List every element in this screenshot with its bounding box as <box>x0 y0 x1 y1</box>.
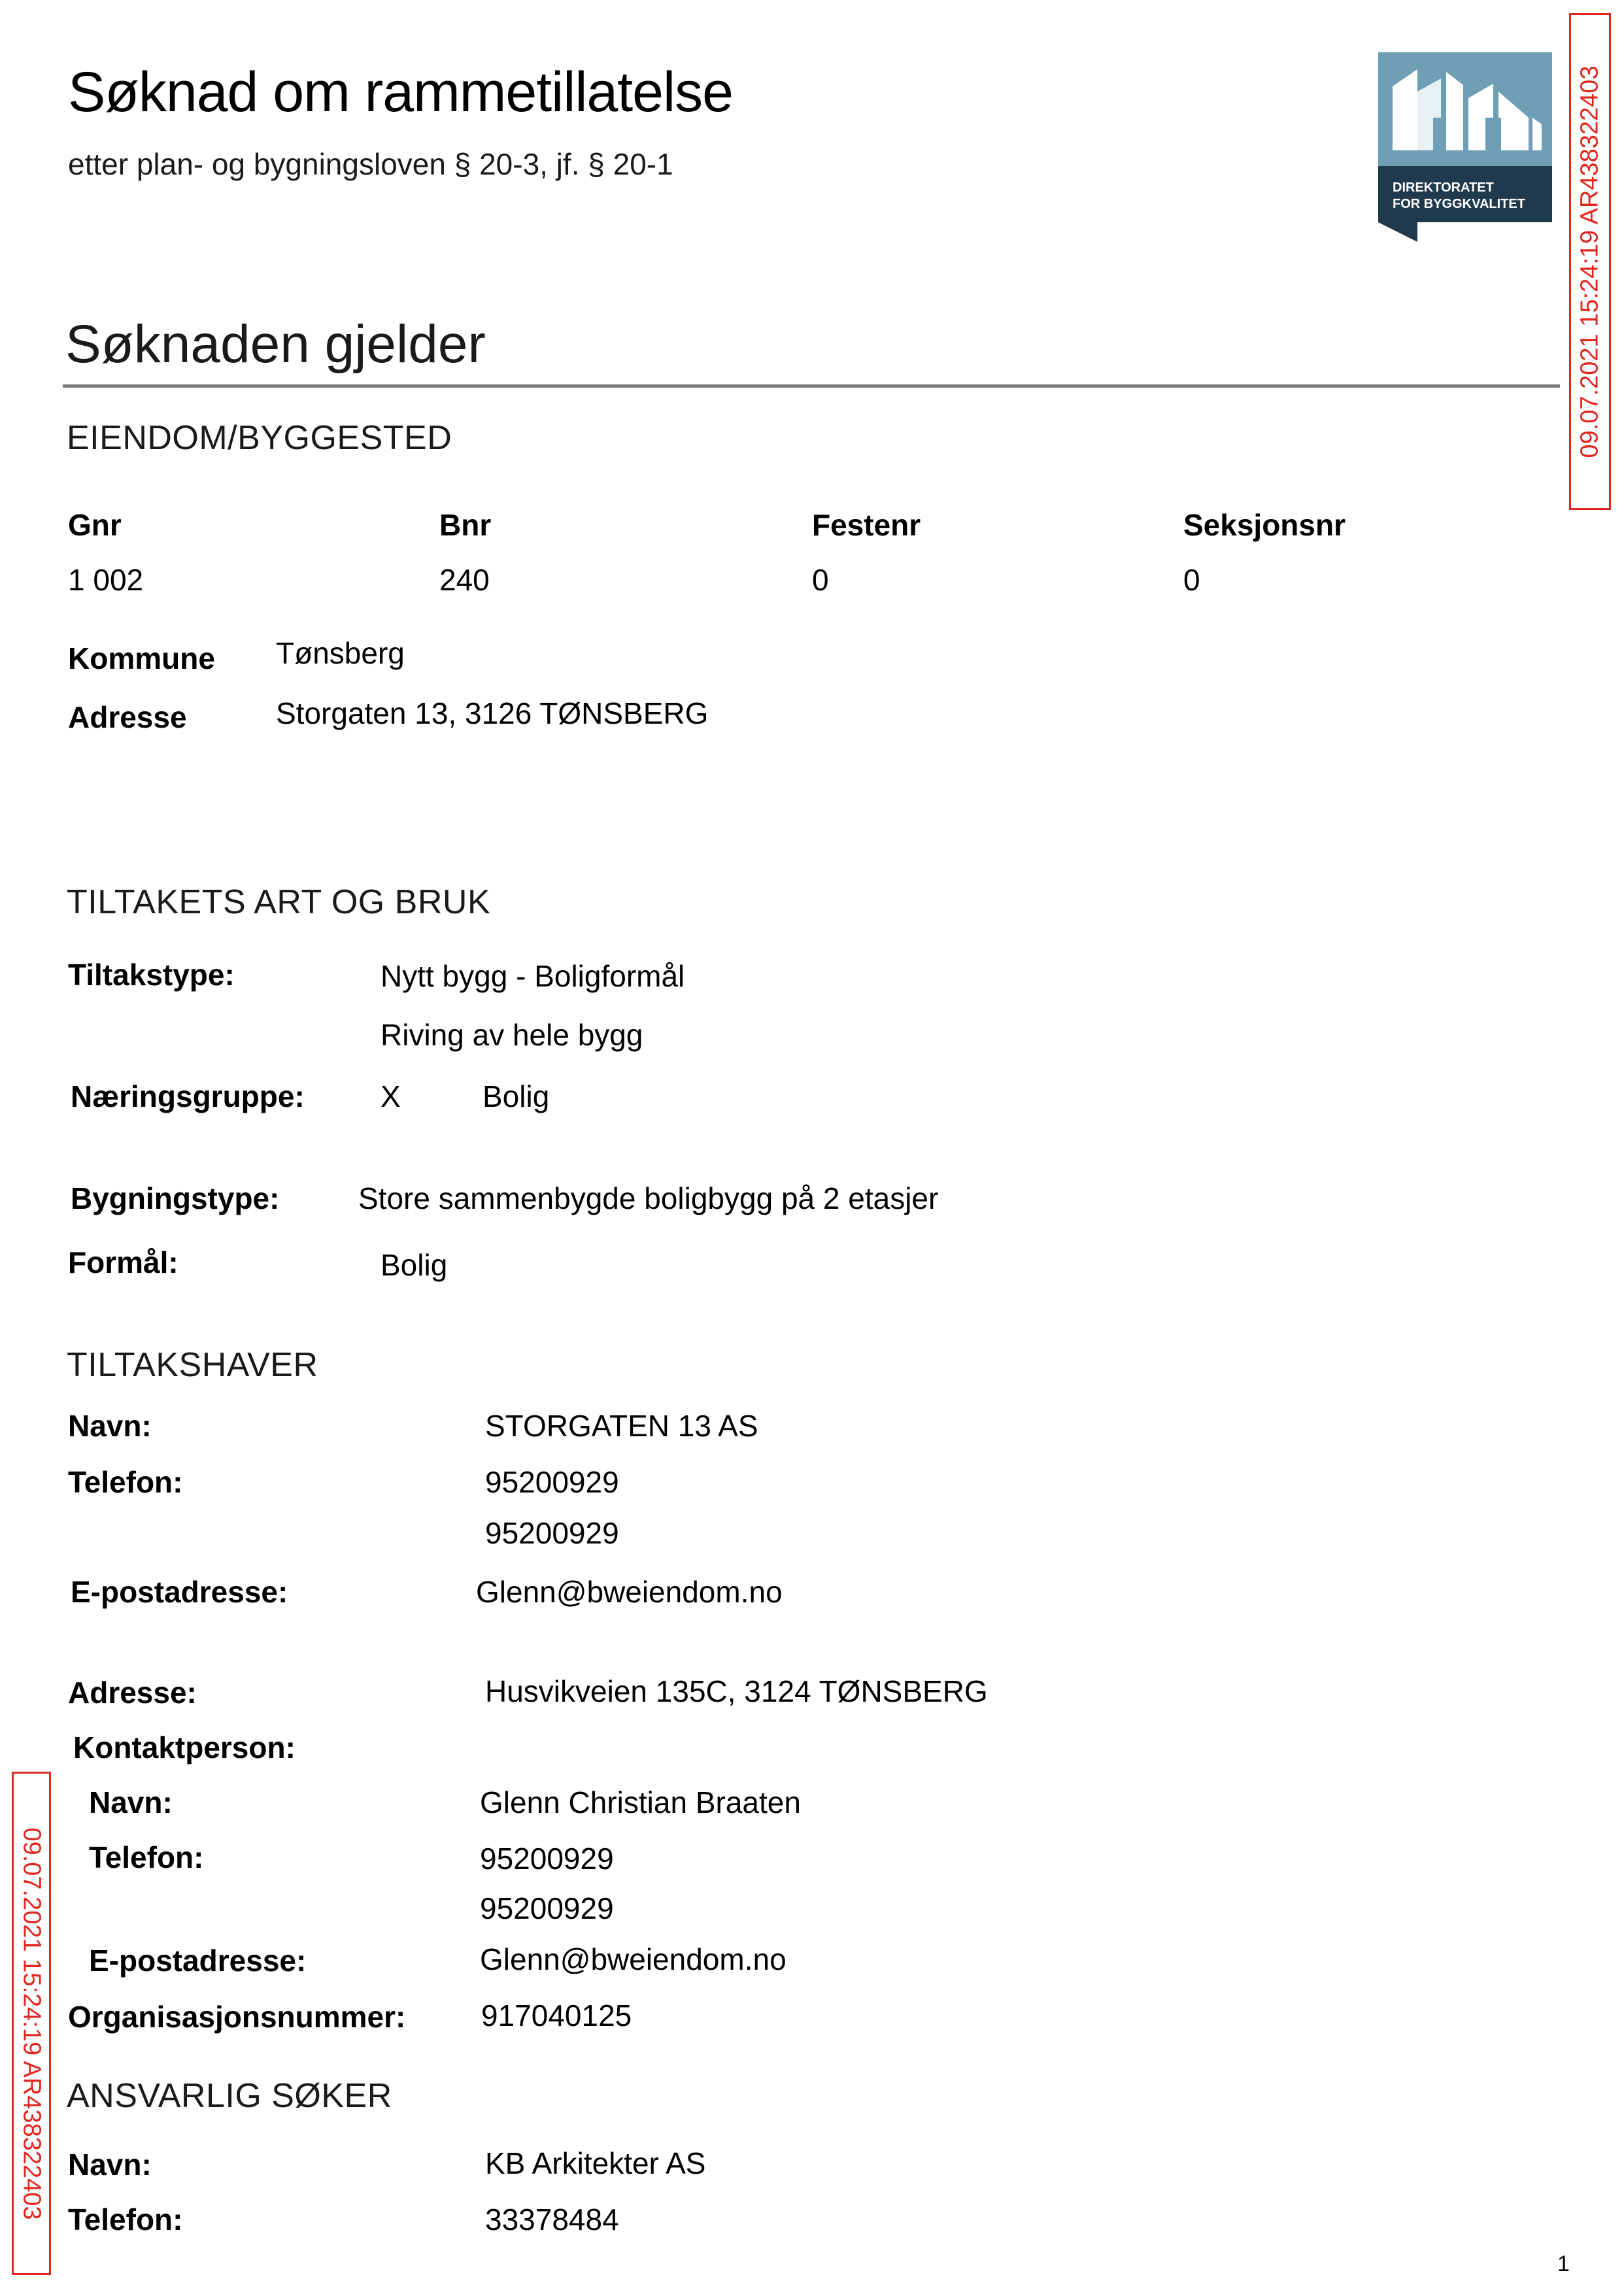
tiltakshaver-telefon-label: Telefon: <box>68 1465 183 1499</box>
timestamp-stamp-left <box>12 1772 51 2275</box>
adresse-label: Adresse <box>68 700 187 734</box>
gnr-value: 1 002 <box>68 563 144 597</box>
adresse-value: Storgaten 13, 3126 TØNSBERG <box>276 696 709 730</box>
kontakt-epost-label: E-postadresse: <box>89 1944 307 1978</box>
kontakt-telefon-value-2: 95200929 <box>480 1891 614 1925</box>
bygningstype-value: Store sammenbygde boligbygg på 2 etasjer <box>358 1181 939 1215</box>
stamp-right-text: 09.07.2021 15:24:19 AR438322403 <box>1576 65 1604 458</box>
tiltakstype-label: Tiltakstype: <box>68 958 235 992</box>
formal-value: Bolig <box>381 1248 448 1282</box>
ansvarlig-navn-value: KB Arkitekter AS <box>485 2146 706 2180</box>
dibk-logo-graphic <box>1378 52 1552 242</box>
document-title: Søknad om rammetillatelse <box>68 61 733 124</box>
naeringsgruppe-value: Bolig <box>482 1079 550 1113</box>
seksjonsnr-label: Seksjonsnr <box>1183 508 1345 542</box>
eiendom-heading: EIENDOM/BYGGESTED <box>67 419 452 457</box>
tiltakshaver-navn-value: STORGATEN 13 AS <box>485 1409 758 1443</box>
kontakt-telefon-value-1: 95200929 <box>480 1842 614 1876</box>
naeringsgruppe-code: X <box>381 1079 401 1113</box>
dibk-logo <box>1378 52 1552 242</box>
tiltakstype-value-2: Riving av hele bygg <box>381 1018 643 1052</box>
bnr-label: Bnr <box>439 508 492 542</box>
bygningstype-label: Bygningstype: <box>71 1181 280 1215</box>
tiltakshaver-navn-label: Navn: <box>68 1409 152 1443</box>
tiltakshaver-adresse-value: Husvikveien 135C, 3124 TØNSBERG <box>485 1674 988 1708</box>
kontakt-telefon-label: Telefon: <box>89 1840 204 1874</box>
kontakt-epost-value: Glenn@bweiendom.no <box>480 1942 787 1976</box>
section-divider <box>63 384 1560 388</box>
kontakt-navn-label: Navn: <box>89 1785 173 1819</box>
tiltak-heading: TILTAKETS ART OG BRUK <box>67 883 491 921</box>
stamp-left-text: 09.07.2021 15:24:19 AR438322403 <box>18 1827 46 2220</box>
ansvarlig-telefon-value: 33378484 <box>485 2202 619 2236</box>
gnr-label: Gnr <box>68 508 122 542</box>
ansvarlig-soker-heading: ANSVARLIG SØKER <box>67 2077 392 2115</box>
kontaktperson-label: Kontaktperson: <box>73 1730 296 1764</box>
logo-text-line2: FOR BYGGKVALITET <box>1393 197 1525 211</box>
tiltakshaver-epost-label: E-postadresse: <box>71 1575 288 1609</box>
tiltakshaver-telefon-value-1: 95200929 <box>485 1465 619 1499</box>
bnr-value: 240 <box>439 563 490 597</box>
page-number: 1 <box>1557 2252 1570 2276</box>
tiltakstype-value-1: Nytt bygg - Boligformål <box>381 959 685 993</box>
ansvarlig-telefon-label: Telefon: <box>68 2202 183 2236</box>
tiltakshaver-heading: TILTAKSHAVER <box>67 1346 318 1384</box>
formal-label: Formål: <box>68 1245 178 1279</box>
tiltakshaver-telefon-value-2: 95200929 <box>485 1516 619 1550</box>
kommune-label: Kommune <box>68 641 215 675</box>
ansvarlig-navn-label: Navn: <box>68 2148 152 2182</box>
organisasjonsnummer-value: 917040125 <box>481 1999 632 2033</box>
kommune-value: Tønsberg <box>276 636 405 670</box>
timestamp-stamp-right <box>1569 13 1611 510</box>
festenr-value: 0 <box>812 563 829 597</box>
tiltakshaver-adresse-label: Adresse: <box>68 1676 197 1710</box>
seksjonsnr-value: 0 <box>1183 563 1200 597</box>
naeringsgruppe-label: Næringsgruppe: <box>71 1079 305 1113</box>
organisasjonsnummer-label: Organisasjonsnummer: <box>68 2000 406 2034</box>
kontakt-navn-value: Glenn Christian Braaten <box>480 1785 801 1819</box>
document-subtitle: etter plan- og bygningsloven § 20-3, jf. § 20-1 <box>68 147 673 181</box>
tiltakshaver-epost-value: Glenn@bweiendom.no <box>476 1575 783 1609</box>
festenr-label: Festenr <box>812 508 921 542</box>
logo-text-line1: DIREKTORATET <box>1393 180 1494 195</box>
section-heading-soknaden-gjelder: Søknaden gjelder <box>65 314 486 374</box>
